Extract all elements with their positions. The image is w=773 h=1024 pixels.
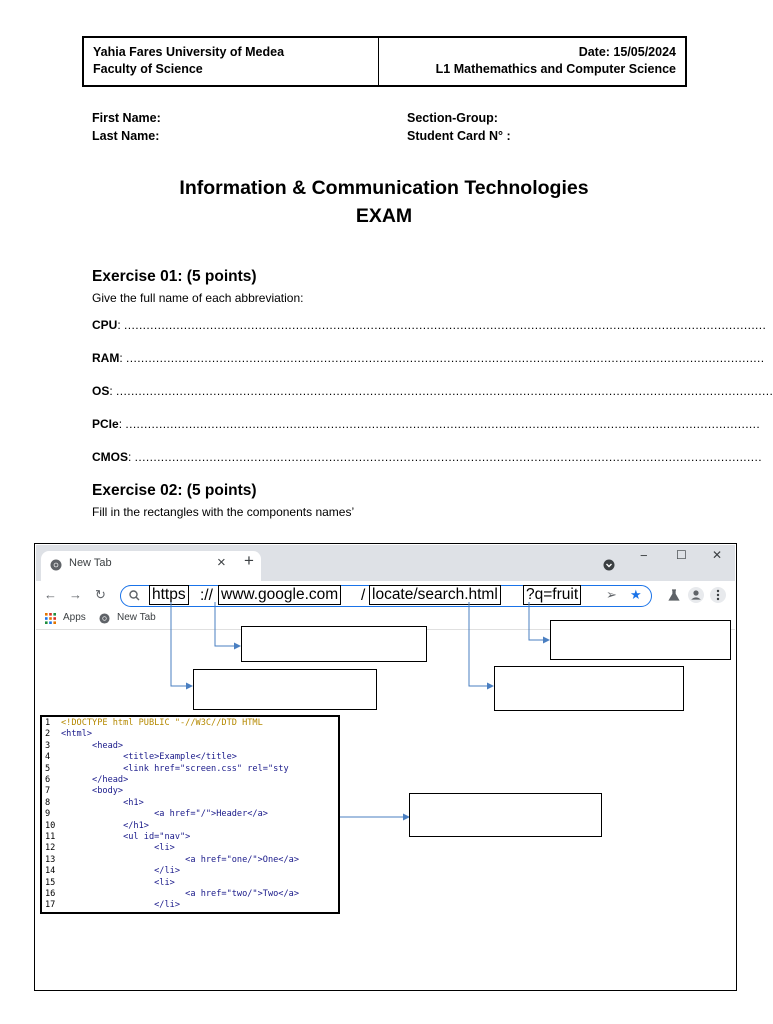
answer-line[interactable]: ........................................................................................................................................................................... [126, 351, 765, 365]
abbr-item-pcie [92, 417, 761, 431]
program-name: L1 Mathemathics and Computer Science [435, 62, 676, 76]
url-separator: / [361, 587, 366, 604]
abbr-sep: : [128, 450, 135, 464]
code-line: 6 </head> [45, 775, 129, 785]
first-name-label: First Name: [92, 111, 161, 125]
abbr-label: RAM [92, 351, 120, 365]
html-code-listing [40, 715, 340, 914]
abbr-label: PCIe [92, 417, 119, 431]
answer-line[interactable]: .......................................................................................................................................................................... [125, 417, 761, 431]
code-line: 17 </li> [45, 900, 180, 911]
answer-box-path[interactable] [494, 666, 684, 711]
arrow-host [215, 602, 240, 646]
new-tab-button[interactable]: + [244, 551, 254, 570]
bookmark-apps[interactable]: Apps [63, 612, 86, 623]
faculty-name: Faculty of Science [93, 62, 203, 76]
abbr-label: CPU [92, 318, 118, 332]
header-left-cell [84, 38, 379, 85]
url-host-segment[interactable]: www.google.com [218, 585, 341, 605]
exam-header-box [82, 36, 687, 87]
abbr-label: OS [92, 384, 110, 398]
abbr-item-cpu [92, 318, 767, 332]
bookmark-new-tab[interactable]: New Tab [117, 612, 156, 623]
tab-title: New Tab [69, 557, 112, 569]
code-line: 10 </h1> [45, 820, 149, 831]
bookmark-star-icon[interactable]: ★ [630, 587, 642, 602]
code-line: 3 <head> [45, 740, 124, 751]
code-line: 11 <ul id="nav"> [45, 832, 191, 842]
exercise1-heading: Exercise 01: (5 points) [92, 268, 257, 285]
window-maximize-button[interactable]: ☐ [676, 548, 687, 562]
exam-title: Information & Communication Technologies [179, 177, 589, 199]
exam-date: Date: 15/05/2024 [578, 45, 676, 59]
code-line: 9 <a href="/">Header</a> [45, 809, 268, 820]
code-line: 2 <html> [45, 729, 93, 740]
abbr-item-ram [92, 351, 765, 365]
exercise1-instruction: Give the full name of each abbreviation: [92, 291, 304, 305]
code-line: 7 <body> [45, 786, 124, 797]
answer-line[interactable]: ........................................................................................................................................................................ [134, 450, 762, 464]
code-line: 4 <title>Example</title> [45, 752, 237, 763]
back-arrow-icon[interactable]: ← [44, 587, 57, 602]
url-separator: :// [200, 587, 213, 604]
abbr-sep: : [119, 351, 126, 365]
answer-line[interactable]: ................................................................................................................................................................................ [116, 384, 773, 398]
answer-box-code[interactable] [409, 793, 602, 837]
abbr-sep: : [109, 384, 117, 398]
send-arrow-icon[interactable]: ➢ [606, 587, 617, 602]
exercise2-heading: Exercise 02: (5 points) [92, 482, 257, 499]
code-line: 16 <a href="two/">Two</a> [45, 889, 299, 899]
code-line: 14 </li> [45, 866, 180, 877]
student-card-label: Student Card N° : [407, 129, 511, 143]
forward-arrow-icon[interactable]: → [69, 587, 82, 602]
code-line: 8 <h1> [45, 797, 144, 808]
abbr-sep: : [118, 417, 126, 431]
answer-box-query[interactable] [550, 620, 731, 660]
abbr-item-cmos [92, 450, 762, 464]
code-line: 13 <a href="one/">One</a> [45, 854, 299, 865]
answer-box-host[interactable] [241, 626, 427, 662]
last-name-label: Last Name: [92, 129, 160, 143]
abbr-label: CMOS [92, 450, 128, 464]
code-line: 1 <!DOCTYPE html PUBLIC "-//W3C//DTD HTML [45, 718, 263, 728]
code-line: 12 <li> [45, 843, 175, 854]
answer-box-scheme[interactable] [193, 669, 377, 710]
abbr-sep: : [117, 318, 125, 332]
arrow-path [469, 602, 493, 686]
browser-figure [34, 543, 737, 991]
exam-subtitle: EXAM [355, 205, 413, 227]
code-line: 5 <link href="screen.css" rel="sty [45, 763, 289, 774]
section-group-label: Section-Group: [407, 111, 498, 125]
window-close-button[interactable]: ✕ [712, 548, 723, 562]
code-line: 15 <li> [45, 877, 175, 888]
reload-icon[interactable]: ↻ [95, 587, 106, 602]
tab-close-icon[interactable]: × [217, 554, 226, 571]
window-minimize-button[interactable]: − [640, 548, 648, 563]
arrow-scheme [171, 602, 192, 686]
abbr-item-os [92, 384, 773, 398]
url-path-segment[interactable]: locate/search.html [369, 585, 501, 605]
arrow-query [529, 602, 549, 640]
university-name: Yahia Fares University of Medea [93, 45, 285, 59]
url-scheme-segment[interactable]: https [149, 585, 189, 605]
answer-line[interactable]: ............................................................................................................................................................................ [124, 318, 767, 332]
url-query-segment[interactable]: ?q=fruit [523, 585, 581, 605]
exercise2-instruction: Fill in the rectangles with the components names’ [92, 505, 355, 519]
